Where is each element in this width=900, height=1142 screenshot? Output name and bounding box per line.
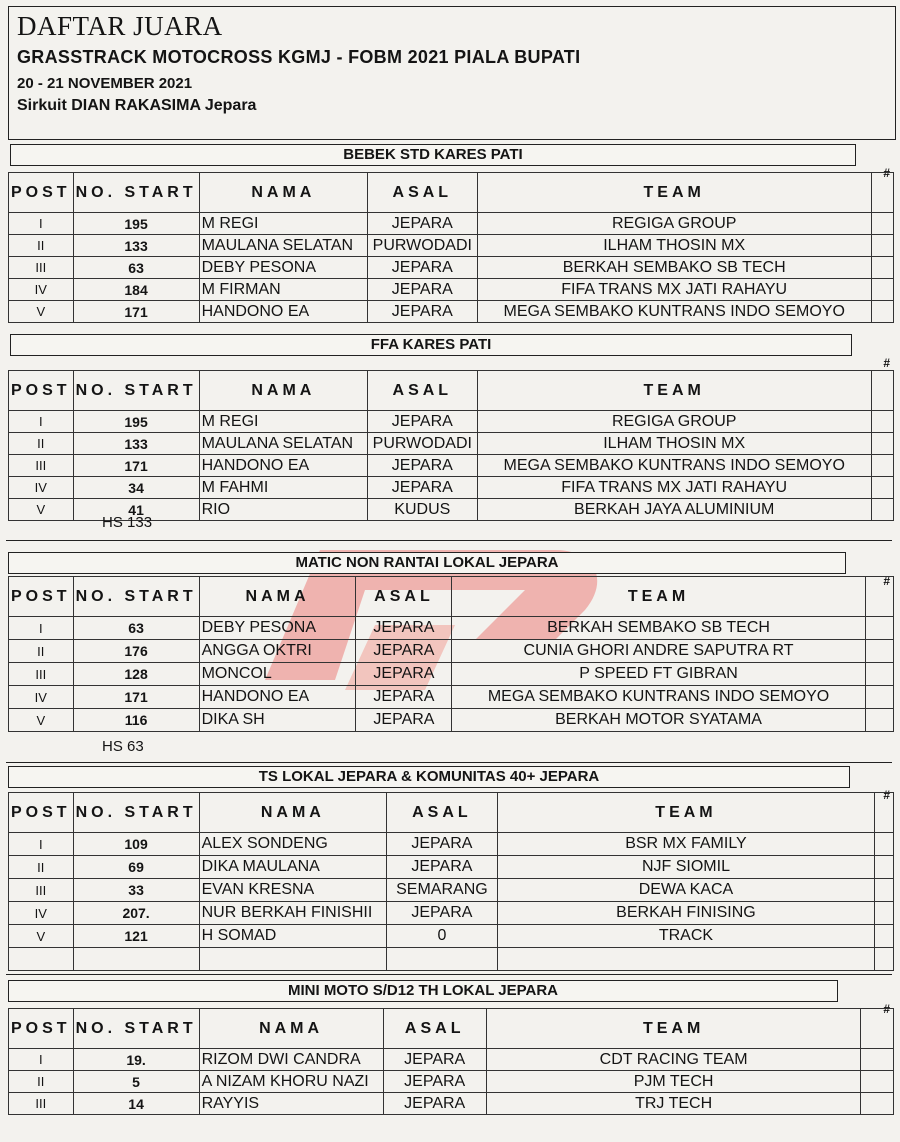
blank-cell bbox=[871, 279, 893, 301]
blank-column bbox=[871, 371, 893, 411]
results-table bbox=[8, 792, 894, 971]
blank-cell bbox=[865, 663, 893, 686]
column-header-pos: POST bbox=[9, 577, 74, 617]
start-number-cell: 63 bbox=[73, 617, 199, 640]
position-cell: IV bbox=[9, 902, 74, 925]
team-cell: BERKAH SEMBAKO SB TECH bbox=[477, 257, 871, 279]
column-header-pos: POST bbox=[9, 793, 74, 833]
start-number-cell: 171 bbox=[73, 686, 199, 709]
table-header-row bbox=[9, 1009, 894, 1049]
position-cell: I bbox=[9, 411, 74, 433]
table-header-row bbox=[9, 371, 894, 411]
hash-mark: # bbox=[883, 574, 890, 588]
column-header-nama: NAMA bbox=[199, 577, 356, 617]
rider-name-cell: DEBY PESONA bbox=[199, 617, 356, 640]
holeshot-note: HS 63 bbox=[102, 738, 144, 755]
start-number-cell: 171 bbox=[73, 455, 199, 477]
blank-cell bbox=[871, 499, 893, 521]
start-number-cell: 5 bbox=[73, 1071, 199, 1093]
table-row bbox=[9, 663, 894, 686]
origin-cell: JEPARA bbox=[356, 617, 452, 640]
start-number-cell: 69 bbox=[73, 856, 199, 879]
start-number-cell: 33 bbox=[73, 879, 199, 902]
column-header-team: TEAM bbox=[452, 577, 865, 617]
blank-cell bbox=[875, 833, 894, 856]
origin-cell: JEPARA bbox=[387, 856, 498, 879]
origin-cell: JEPARA bbox=[368, 455, 477, 477]
team-cell: P SPEED FT GIBRAN bbox=[452, 663, 865, 686]
blank-cell bbox=[875, 879, 894, 902]
origin-cell: JEPARA bbox=[368, 411, 477, 433]
rider-name-cell: A NIZAM KHORU NAZI bbox=[199, 1071, 383, 1093]
blank-column bbox=[875, 793, 894, 833]
table-row bbox=[9, 279, 894, 301]
start-number-cell: 195 bbox=[73, 411, 199, 433]
origin-cell: JEPARA bbox=[387, 833, 498, 856]
table-row bbox=[9, 455, 894, 477]
blank-cell bbox=[865, 709, 893, 732]
rider-name-cell: EVAN KRESNA bbox=[199, 879, 387, 902]
team-cell: CDT RACING TEAM bbox=[486, 1049, 861, 1071]
start-number-cell bbox=[73, 948, 199, 971]
blank-cell bbox=[865, 617, 893, 640]
start-number-cell: 176 bbox=[73, 640, 199, 663]
column-header-no-start: NO. START bbox=[73, 1009, 199, 1049]
table-row bbox=[9, 640, 894, 663]
team-cell: BERKAH MOTOR SYATAMA bbox=[452, 709, 865, 732]
holeshot-note: HS 133 bbox=[102, 514, 153, 531]
rider-name-cell: HANDONO EA bbox=[199, 686, 356, 709]
hash-mark: # bbox=[883, 356, 890, 370]
start-number-cell: 121 bbox=[73, 925, 199, 948]
start-number-cell: 195 bbox=[73, 213, 199, 235]
results-table bbox=[8, 576, 894, 732]
blank-cell bbox=[871, 257, 893, 279]
team-cell bbox=[497, 948, 874, 971]
origin-cell: JEPARA bbox=[383, 1093, 486, 1115]
blank-cell bbox=[871, 433, 893, 455]
category-title: TS LOKAL JEPARA & KOMUNITAS 40+ JEPARA bbox=[8, 766, 850, 788]
position-cell bbox=[9, 948, 74, 971]
team-cell: ILHAM THOSIN MX bbox=[477, 433, 871, 455]
team-cell: CUNIA GHORI ANDRE SAPUTRA RT bbox=[452, 640, 865, 663]
team-cell: PJM TECH bbox=[486, 1071, 861, 1093]
rider-name-cell: MONCOL bbox=[199, 663, 356, 686]
start-number-cell: 63 bbox=[73, 257, 199, 279]
position-cell: I bbox=[9, 833, 74, 856]
column-header-no-start: NO. START bbox=[73, 793, 199, 833]
column-header-team: TEAM bbox=[497, 793, 874, 833]
table-row bbox=[9, 617, 894, 640]
position-cell: III bbox=[9, 879, 74, 902]
position-cell: II bbox=[9, 433, 74, 455]
rider-name-cell: DIKA SH bbox=[199, 709, 356, 732]
position-cell: III bbox=[9, 455, 74, 477]
event-title: GRASSTRACK MOTOCROSS KGMJ - FOBM 2021 PIALA BUPATI bbox=[17, 47, 581, 67]
table-row bbox=[9, 411, 894, 433]
table-row bbox=[9, 1049, 894, 1071]
origin-cell: JEPARA bbox=[368, 301, 477, 323]
position-cell: V bbox=[9, 925, 74, 948]
start-number-cell: 171 bbox=[73, 301, 199, 323]
hash-mark: # bbox=[883, 1002, 890, 1016]
blank-cell bbox=[875, 948, 894, 971]
origin-cell: 0 bbox=[387, 925, 498, 948]
results-table bbox=[8, 1008, 894, 1115]
column-header-nama: NAMA bbox=[199, 173, 368, 213]
table-row bbox=[9, 925, 894, 948]
table-row bbox=[9, 686, 894, 709]
table-row bbox=[9, 433, 894, 455]
table-row bbox=[9, 902, 894, 925]
start-number-cell: 133 bbox=[73, 433, 199, 455]
table-row bbox=[9, 235, 894, 257]
table-row bbox=[9, 301, 894, 323]
rider-name-cell: ALEX SONDENG bbox=[199, 833, 387, 856]
origin-cell: JEPARA bbox=[368, 257, 477, 279]
hash-mark: # bbox=[883, 166, 890, 180]
blank-cell bbox=[875, 902, 894, 925]
table-row bbox=[9, 709, 894, 732]
column-header-no-start: NO. START bbox=[73, 577, 199, 617]
origin-cell: JEPARA bbox=[356, 709, 452, 732]
column-header-nama: NAMA bbox=[199, 793, 387, 833]
team-cell: FIFA TRANS MX JATI RAHAYU bbox=[477, 477, 871, 499]
rider-name-cell: HANDONO EA bbox=[199, 455, 368, 477]
rider-name-cell: DIKA MAULANA bbox=[199, 856, 387, 879]
table-header-row bbox=[9, 577, 894, 617]
rider-name-cell: M FIRMAN bbox=[199, 279, 368, 301]
rider-name-cell: M FAHMI bbox=[199, 477, 368, 499]
blank-cell bbox=[861, 1093, 894, 1115]
blank-cell bbox=[875, 856, 894, 879]
column-header-pos: POST bbox=[9, 1009, 74, 1049]
rider-name-cell: RAYYIS bbox=[199, 1093, 383, 1115]
position-cell: II bbox=[9, 235, 74, 257]
rider-name-cell: ANGGA OKTRI bbox=[199, 640, 356, 663]
rider-name-cell bbox=[199, 948, 387, 971]
results-table bbox=[8, 370, 894, 521]
origin-cell bbox=[387, 948, 498, 971]
column-header-asal: ASAL bbox=[387, 793, 498, 833]
origin-cell: JEPARA bbox=[368, 279, 477, 301]
origin-cell: JEPARA bbox=[356, 640, 452, 663]
blank-column bbox=[861, 1009, 894, 1049]
team-cell: TRJ TECH bbox=[486, 1093, 861, 1115]
position-cell: II bbox=[9, 640, 74, 663]
column-header-nama: NAMA bbox=[199, 1009, 383, 1049]
table-header-row bbox=[9, 173, 894, 213]
position-cell: IV bbox=[9, 686, 74, 709]
column-header-pos: POST bbox=[9, 371, 74, 411]
column-header-nama: NAMA bbox=[199, 371, 368, 411]
rider-name-cell: NUR BERKAH FINISHII bbox=[199, 902, 387, 925]
start-number-cell: 19. bbox=[73, 1049, 199, 1071]
blank-cell bbox=[871, 477, 893, 499]
column-header-asal: ASAL bbox=[356, 577, 452, 617]
rider-name-cell: MAULANA SELATAN bbox=[199, 235, 368, 257]
section-divider bbox=[6, 974, 892, 975]
start-number-cell: 207. bbox=[73, 902, 199, 925]
table-row bbox=[9, 477, 894, 499]
blank-cell bbox=[871, 213, 893, 235]
team-cell: BERKAH FINISING bbox=[497, 902, 874, 925]
position-cell: IV bbox=[9, 279, 74, 301]
team-cell: BERKAH JAYA ALUMINIUM bbox=[477, 499, 871, 521]
table-row bbox=[9, 257, 894, 279]
table-row bbox=[9, 856, 894, 879]
position-cell: I bbox=[9, 617, 74, 640]
table-row bbox=[9, 213, 894, 235]
position-cell: V bbox=[9, 709, 74, 732]
category-title: FFA KARES PATI bbox=[10, 334, 852, 356]
position-cell: III bbox=[9, 663, 74, 686]
team-cell: TRACK bbox=[497, 925, 874, 948]
rider-name-cell: M REGI bbox=[199, 213, 368, 235]
position-cell: I bbox=[9, 1049, 74, 1071]
position-cell: III bbox=[9, 257, 74, 279]
column-header-no-start: NO. START bbox=[73, 371, 199, 411]
table-row bbox=[9, 1093, 894, 1115]
category-title: BEBEK STD KARES PATI bbox=[10, 144, 856, 166]
position-cell: III bbox=[9, 1093, 74, 1115]
origin-cell: JEPARA bbox=[356, 686, 452, 709]
event-venue: Sirkuit DIAN RAKASIMA Jepara bbox=[17, 97, 257, 114]
position-cell: II bbox=[9, 1071, 74, 1093]
position-cell: II bbox=[9, 856, 74, 879]
team-cell: NJF SIOMIL bbox=[497, 856, 874, 879]
blank-cell bbox=[871, 235, 893, 257]
column-header-asal: ASAL bbox=[383, 1009, 486, 1049]
origin-cell: SEMARANG bbox=[387, 879, 498, 902]
start-number-cell: 41 bbox=[73, 499, 199, 521]
origin-cell: JEPARA bbox=[383, 1071, 486, 1093]
team-cell: REGIGA GROUP bbox=[477, 411, 871, 433]
rider-name-cell: DEBY PESONA bbox=[199, 257, 368, 279]
results-table bbox=[8, 172, 894, 323]
column-header-team: TEAM bbox=[477, 173, 871, 213]
origin-cell: JEPARA bbox=[368, 213, 477, 235]
team-cell: MEGA SEMBAKO KUNTRANS INDO SEMOYO bbox=[477, 301, 871, 323]
blank-column bbox=[871, 173, 893, 213]
start-number-cell: 128 bbox=[73, 663, 199, 686]
column-header-team: TEAM bbox=[477, 371, 871, 411]
blank-cell bbox=[871, 455, 893, 477]
origin-cell: PURWODADI bbox=[368, 433, 477, 455]
table-row bbox=[9, 1071, 894, 1093]
blank-column bbox=[865, 577, 893, 617]
start-number-cell: 109 bbox=[73, 833, 199, 856]
rider-name-cell: RIZOM DWI CANDRA bbox=[199, 1049, 383, 1071]
origin-cell: JEPARA bbox=[368, 477, 477, 499]
team-cell: BERKAH SEMBAKO SB TECH bbox=[452, 617, 865, 640]
origin-cell: PURWODADI bbox=[368, 235, 477, 257]
start-number-cell: 116 bbox=[73, 709, 199, 732]
origin-cell: JEPARA bbox=[387, 902, 498, 925]
team-cell: DEWA KACA bbox=[497, 879, 874, 902]
table-row bbox=[9, 879, 894, 902]
team-cell: BSR MX FAMILY bbox=[497, 833, 874, 856]
origin-cell: JEPARA bbox=[383, 1049, 486, 1071]
blank-cell bbox=[861, 1071, 894, 1093]
table-row bbox=[9, 833, 894, 856]
position-cell: V bbox=[9, 499, 74, 521]
position-cell: IV bbox=[9, 477, 74, 499]
team-cell: FIFA TRANS MX JATI RAHAYU bbox=[477, 279, 871, 301]
column-header-asal: ASAL bbox=[368, 173, 477, 213]
blank-cell bbox=[865, 640, 893, 663]
blank-cell bbox=[861, 1049, 894, 1071]
start-number-cell: 14 bbox=[73, 1093, 199, 1115]
section-divider bbox=[6, 762, 892, 763]
doc-title: DAFTAR JUARA bbox=[17, 11, 223, 41]
column-header-team: TEAM bbox=[486, 1009, 861, 1049]
start-number-cell: 34 bbox=[73, 477, 199, 499]
team-cell: MEGA SEMBAKO KUNTRANS INDO SEMOYO bbox=[452, 686, 865, 709]
position-cell: V bbox=[9, 301, 74, 323]
rider-name-cell: RIO bbox=[199, 499, 368, 521]
event-date: 20 - 21 NOVEMBER 2021 bbox=[17, 75, 193, 92]
rider-name-cell: MAULANA SELATAN bbox=[199, 433, 368, 455]
origin-cell: JEPARA bbox=[356, 663, 452, 686]
section-divider bbox=[6, 540, 892, 541]
hash-mark: # bbox=[883, 788, 890, 802]
origin-cell: KUDUS bbox=[368, 499, 477, 521]
team-cell: ILHAM THOSIN MX bbox=[477, 235, 871, 257]
team-cell: MEGA SEMBAKO KUNTRANS INDO SEMOYO bbox=[477, 455, 871, 477]
position-cell: I bbox=[9, 213, 74, 235]
table-row bbox=[9, 948, 894, 971]
category-title: MATIC NON RANTAI LOKAL JEPARA bbox=[8, 552, 846, 574]
category-title: MINI MOTO S/D12 TH LOKAL JEPARA bbox=[8, 980, 838, 1002]
start-number-cell: 133 bbox=[73, 235, 199, 257]
blank-cell bbox=[871, 301, 893, 323]
team-cell: REGIGA GROUP bbox=[477, 213, 871, 235]
blank-cell bbox=[865, 686, 893, 709]
rider-name-cell: M REGI bbox=[199, 411, 368, 433]
document-header bbox=[8, 6, 896, 140]
table-header-row bbox=[9, 793, 894, 833]
column-header-asal: ASAL bbox=[368, 371, 477, 411]
start-number-cell: 184 bbox=[73, 279, 199, 301]
blank-cell bbox=[871, 411, 893, 433]
column-header-pos: POST bbox=[9, 173, 74, 213]
rider-name-cell: HANDONO EA bbox=[199, 301, 368, 323]
rider-name-cell: H SOMAD bbox=[199, 925, 387, 948]
blank-cell bbox=[875, 925, 894, 948]
column-header-no-start: NO. START bbox=[73, 173, 199, 213]
